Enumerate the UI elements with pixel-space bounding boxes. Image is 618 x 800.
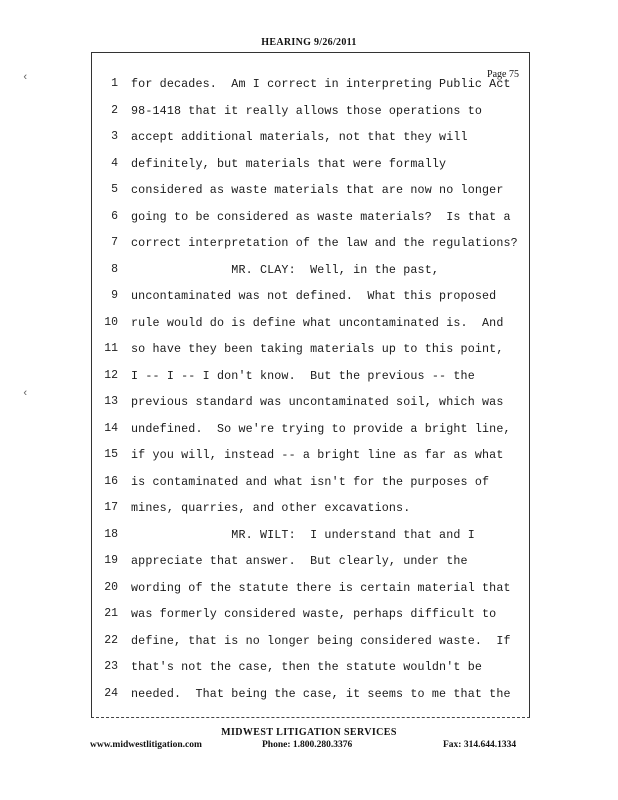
footer-fax: Fax: 314.644.1334 xyxy=(443,740,517,750)
line-number: 22 xyxy=(104,633,118,647)
scan-artifact-mark: ‹ xyxy=(22,72,29,84)
transcript-line xyxy=(92,183,529,209)
line-number: 19 xyxy=(104,554,118,567)
transcript-line xyxy=(92,607,529,633)
line-text: wording of the statute there is certain material that xyxy=(131,580,511,595)
line-text: previous standard was uncontaminated soil, which was xyxy=(131,395,504,409)
line-text: define, that is no longer being considered waste. If xyxy=(131,633,511,648)
line-number: 8 xyxy=(111,262,118,276)
line-text: undefined. So we're trying to provide a bright line, xyxy=(131,421,511,436)
line-text: I -- I -- I don't know. But the previous -- the xyxy=(131,368,475,383)
line-number: 12 xyxy=(104,368,118,382)
line-text: accept additional materials, not that they will xyxy=(131,130,468,144)
line-text: correct interpretation of the law and the regulations? xyxy=(131,236,518,250)
line-text: rule would do is define what uncontaminated is. And xyxy=(131,315,504,330)
transcript-line xyxy=(92,475,529,501)
transcript-line xyxy=(92,130,529,156)
line-number: 20 xyxy=(104,580,118,594)
line-number: 9 xyxy=(111,289,118,302)
line-number: 24 xyxy=(104,686,118,700)
line-number: 3 xyxy=(111,130,118,143)
footer-website: www.midwestlitigation.com xyxy=(90,740,202,750)
line-text: so have they been taking materials up to this point, xyxy=(131,342,504,356)
transcript-page-frame xyxy=(91,52,530,718)
line-number: 15 xyxy=(104,448,118,461)
transcript-line xyxy=(92,236,529,262)
header-title: HEARING 9/26/2011 xyxy=(261,37,357,48)
transcript-line xyxy=(92,157,529,183)
line-number: 2 xyxy=(111,103,118,117)
line-number: 5 xyxy=(111,183,118,196)
transcript-line xyxy=(92,263,529,289)
line-number: 1 xyxy=(111,77,118,90)
transcript-line xyxy=(92,422,529,448)
transcript-line xyxy=(92,634,529,660)
line-text: that's not the case, then the statute wouldn't be xyxy=(131,660,483,674)
line-text: is contaminated and what isn't for the purposes of xyxy=(131,474,490,489)
line-text: considered as waste materials that are now no longer xyxy=(131,183,504,197)
transcript-line xyxy=(92,448,529,474)
transcript-line xyxy=(92,316,529,342)
transcript-line xyxy=(92,342,529,368)
transcript-line xyxy=(92,104,529,130)
page-number-label: Page 75 xyxy=(487,69,519,80)
line-number: 6 xyxy=(111,209,118,223)
transcript-line xyxy=(92,528,529,554)
line-number: 7 xyxy=(111,236,118,249)
scan-artifact-mark: ‹ xyxy=(22,388,29,400)
line-text: mines, quarries, and other excavations. xyxy=(131,501,411,515)
line-number: 23 xyxy=(104,660,118,673)
line-text: appreciate that answer. But clearly, under the xyxy=(131,554,468,568)
line-text: if you will, instead -- a bright line as far as what xyxy=(131,448,504,462)
transcript-line xyxy=(92,369,529,395)
line-text: definitely, but materials that were formally xyxy=(131,156,447,171)
line-number: 14 xyxy=(104,421,118,435)
line-text: MR. CLAY: Well, in the past, xyxy=(131,262,440,277)
transcript-line xyxy=(92,554,529,580)
line-number: 4 xyxy=(111,156,118,170)
line-number: 18 xyxy=(104,527,118,541)
transcript-line xyxy=(92,210,529,236)
line-text: needed. That being the case, it seems to me that the xyxy=(131,686,511,701)
footer-phone: Phone: 1.800.280.3376 xyxy=(262,740,353,750)
transcript-line xyxy=(92,501,529,527)
transcript-line xyxy=(92,77,529,103)
line-text: going to be considered as waste materials? Is that a xyxy=(131,209,511,224)
transcript-line xyxy=(92,660,529,686)
line-text: was formerly considered waste, perhaps difficult to xyxy=(131,607,497,621)
line-number: 11 xyxy=(104,342,118,355)
line-text: MR. WILT: I understand that and I xyxy=(131,527,475,542)
line-number: 16 xyxy=(104,474,118,488)
transcript-line xyxy=(92,581,529,607)
line-number: 13 xyxy=(104,395,118,408)
line-text: for decades. Am I correct in interpreting Public Act xyxy=(131,77,511,91)
line-text: uncontaminated was not defined. What this proposed xyxy=(131,289,497,303)
transcript-line xyxy=(92,687,529,713)
line-number: 10 xyxy=(104,315,118,329)
line-number: 17 xyxy=(104,501,118,514)
line-text: 98-1418 that it really allows those operations to xyxy=(131,103,483,118)
transcript-line xyxy=(92,289,529,315)
transcript-line xyxy=(92,395,529,421)
footer-company-name: MIDWEST LITIGATION SERVICES xyxy=(221,727,397,738)
line-number: 21 xyxy=(104,607,118,620)
